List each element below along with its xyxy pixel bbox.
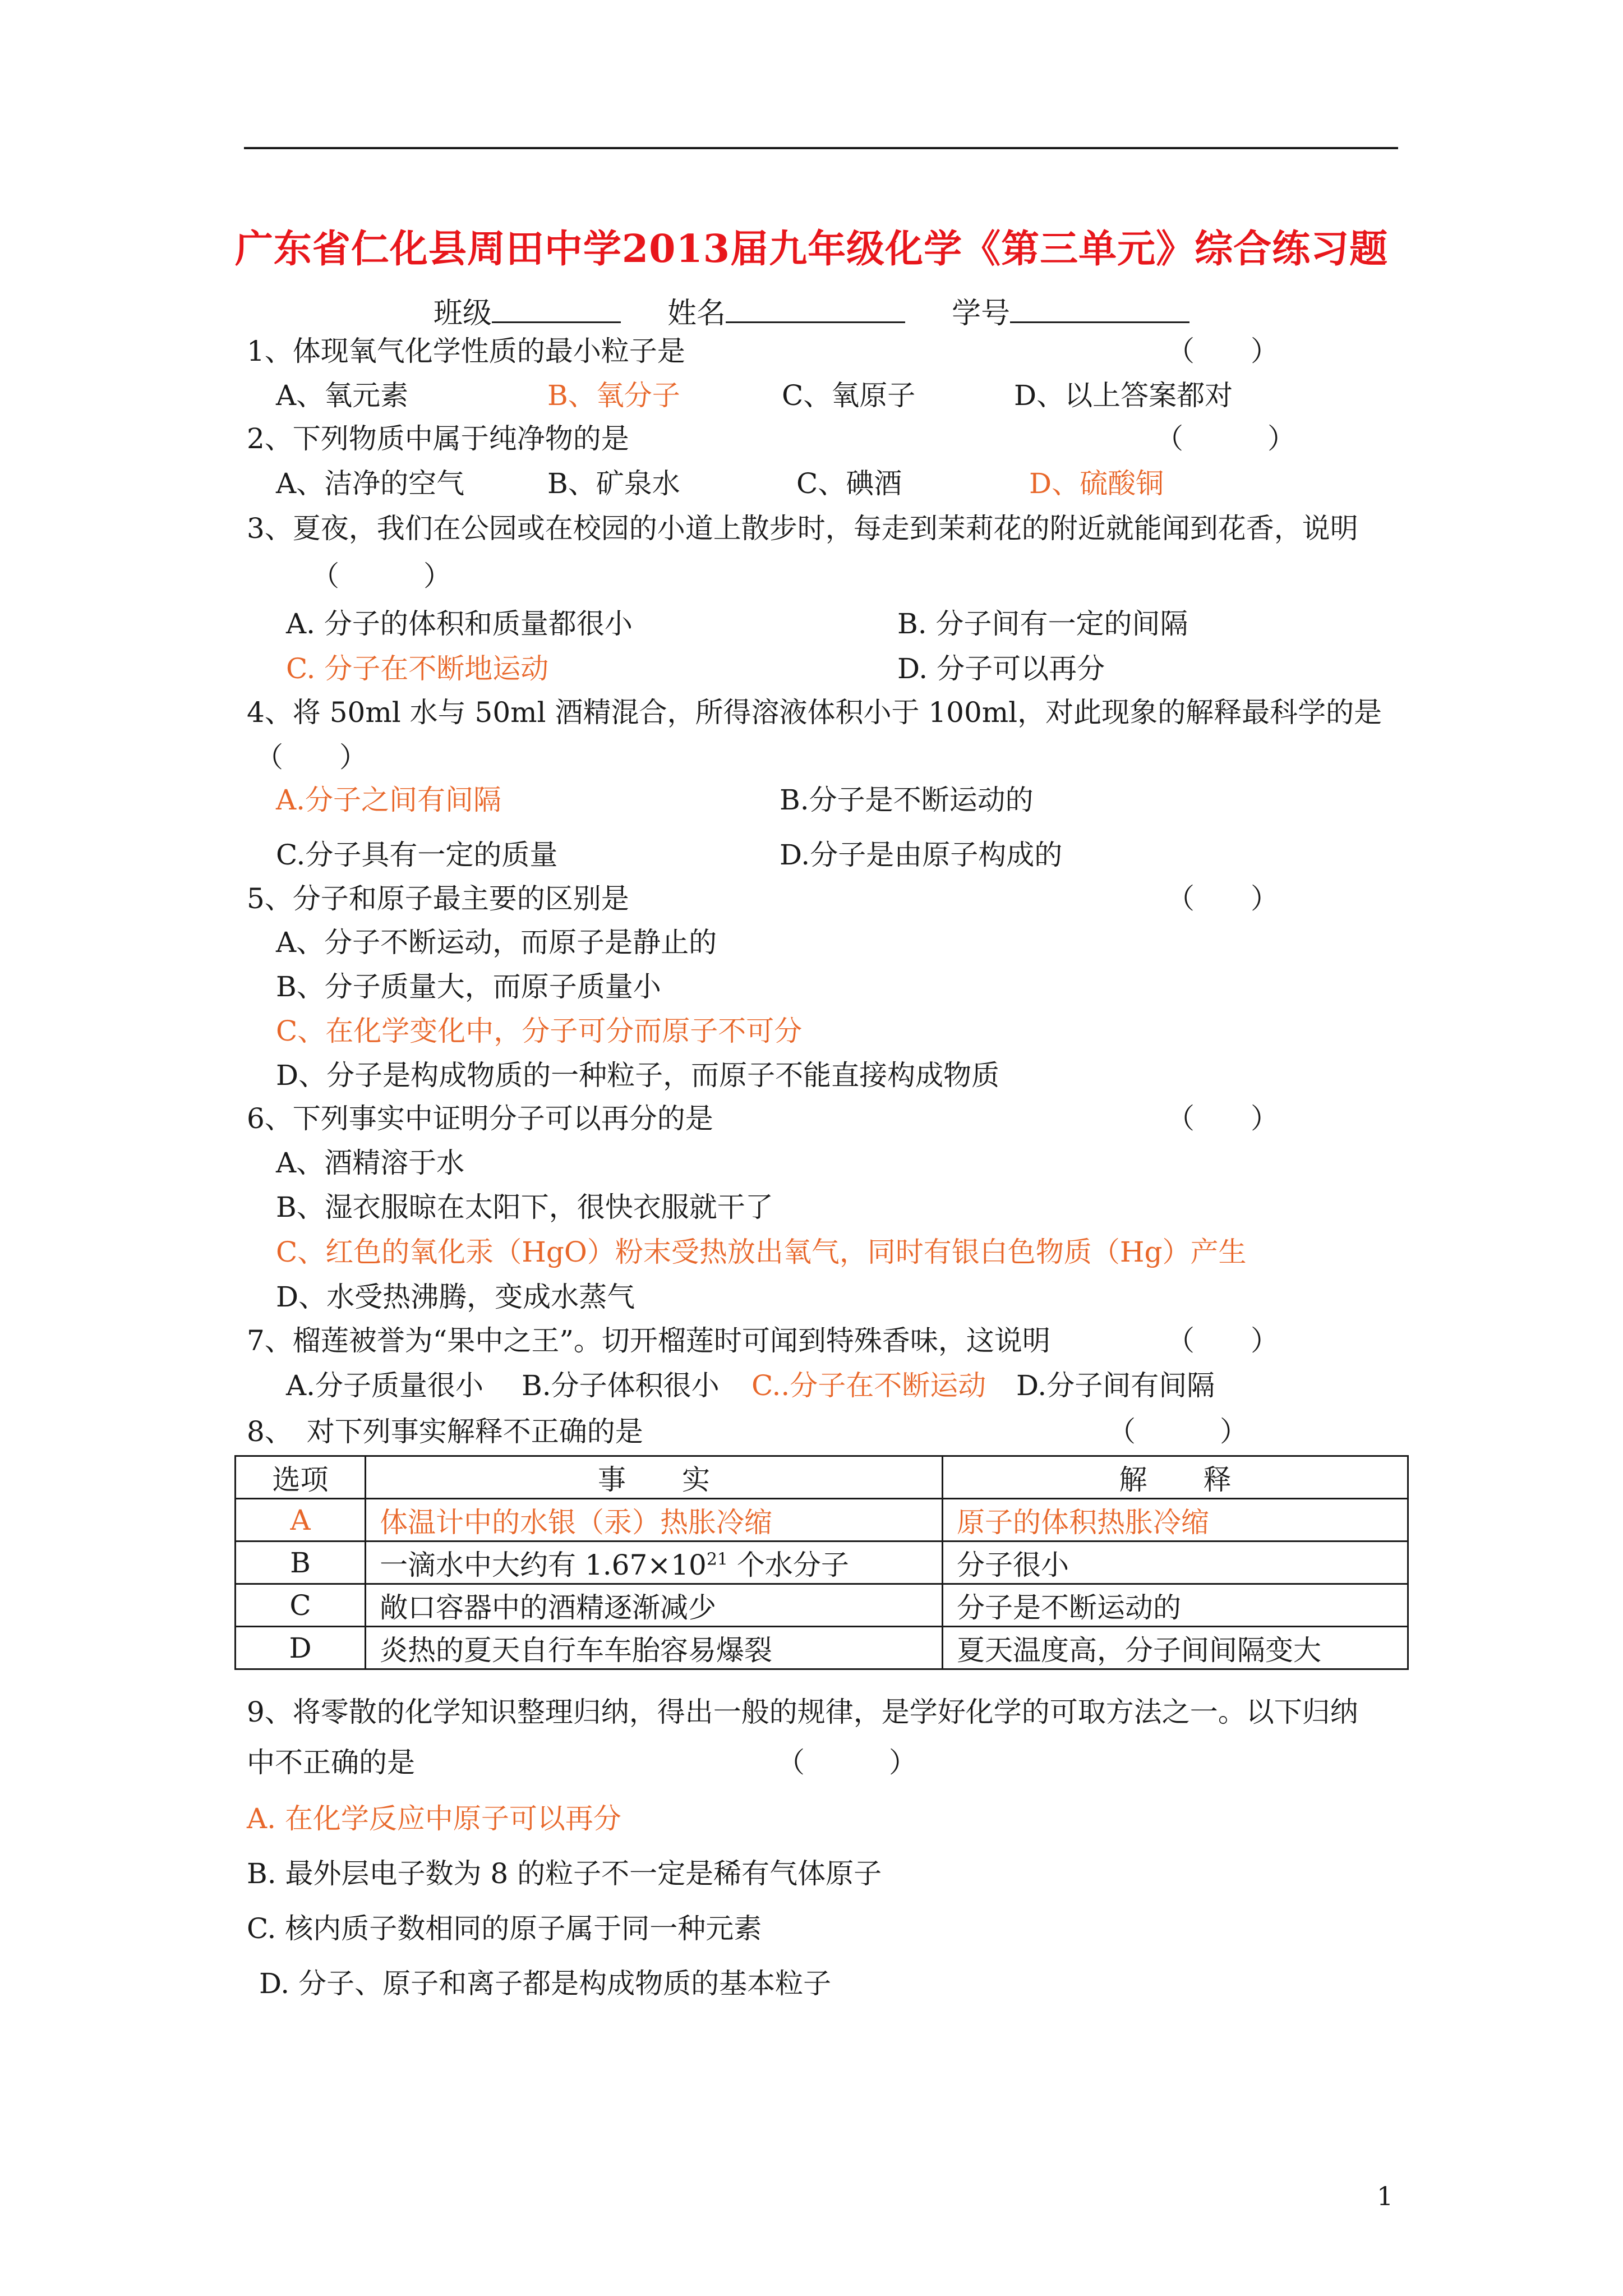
q9-stem-line2: 中不正确的是 bbox=[247, 1746, 415, 1779]
q5-answer-paren: （ ） bbox=[1166, 882, 1279, 915]
row-fact bbox=[366, 1542, 943, 1584]
q4-option-d: D.分子是由原子构成的 bbox=[780, 839, 1063, 871]
q2-option-a: A、洁净的空气 bbox=[276, 467, 465, 500]
q5-option-a: A、分子不断运动，而原子是静止的 bbox=[276, 926, 717, 959]
row-explanation: 分子很小 bbox=[943, 1542, 1408, 1584]
name-blank[interactable] bbox=[726, 299, 905, 323]
table-row bbox=[236, 1542, 1408, 1584]
q9-option-b: B. 最外层电子数为 8 的粒子不一定是稀有气体原子 bbox=[247, 1857, 882, 1890]
q9-answer-paren: （ ） bbox=[777, 1746, 917, 1779]
document-title: 广东省仁化县周田中学2013届九年级化学《第三单元》综合练习题 bbox=[234, 227, 1389, 272]
q8-stem: 8、 对下列事实解释不正确的是 bbox=[247, 1415, 643, 1448]
row-option: D bbox=[236, 1627, 366, 1669]
q4-option-c: C.分子具有一定的质量 bbox=[276, 839, 558, 871]
q2-option-d: D、硫酸铜 bbox=[1029, 467, 1164, 500]
q3-answer-paren: （ ） bbox=[311, 560, 451, 592]
q6-stem: 6、下列事实中证明分子可以再分的是 bbox=[247, 1102, 713, 1135]
row-option: C bbox=[236, 1584, 366, 1627]
student-info-row bbox=[0, 289, 1623, 332]
q4-answer-paren: （ ） bbox=[255, 741, 367, 774]
q1-answer-paren: （ ） bbox=[1166, 335, 1279, 367]
row-explanation: 分子是不断运动的 bbox=[943, 1584, 1408, 1627]
row-explanation: 原子的体积热胀冷缩 bbox=[943, 1499, 1408, 1542]
q4-option-a: A.分子之间有间隔 bbox=[276, 784, 502, 816]
class-blank[interactable] bbox=[492, 299, 621, 323]
q6-option-c: C、红色的氧化汞（HgO）粉末受热放出氧气，同时有银白色物质（Hg）产生 bbox=[276, 1236, 1247, 1268]
q4-stem: 4、将 50ml 水与 50ml 酒精混合，所得溶液体积小于 100ml，对此现象的解释最科学的是 bbox=[247, 696, 1382, 729]
class-label: 班级 bbox=[433, 297, 492, 330]
row-fact: 敞口容器中的酒精逐渐减少 bbox=[366, 1584, 943, 1627]
row-fact: 体温计中的水银（汞）热胀冷缩 bbox=[366, 1499, 943, 1542]
q7-option-a: A.分子质量很小 bbox=[286, 1369, 484, 1402]
q8-facts-table bbox=[234, 1455, 1409, 1670]
q9-option-c: C. 核内质子数相同的原子属于同一种元素 bbox=[247, 1912, 762, 1945]
id-label: 学号 bbox=[952, 297, 1011, 330]
q3-stem: 3、夏夜，我们在公园或在校园的小道上散步时，每走到茉莉花的附近就能闻到花香，说明 bbox=[247, 512, 1358, 545]
q6-option-b: B、湿衣服晾在太阳下，很快衣服就干了 bbox=[276, 1191, 773, 1223]
q5-option-b: B、分子质量大，而原子质量小 bbox=[276, 970, 661, 1003]
q1-stem: 1、体现氧气化学性质的最小粒子是 bbox=[247, 335, 685, 367]
row-fact-pre: 一滴水中大约有 1.67×10 bbox=[380, 1548, 707, 1581]
header-rule bbox=[244, 147, 1398, 149]
q8-answer-paren: （ ） bbox=[1108, 1415, 1248, 1448]
row-fact: 炎热的夏天自行车车胎容易爆裂 bbox=[366, 1627, 943, 1669]
q5-option-c: C、在化学变化中，分子可分而原子不可分 bbox=[276, 1015, 803, 1047]
q2-option-c: C、碘酒 bbox=[796, 467, 902, 500]
q3-option-b: B. 分子间有一定的间隔 bbox=[897, 608, 1188, 640]
name-label: 姓名 bbox=[667, 297, 726, 330]
table-row bbox=[236, 1584, 1408, 1627]
table-row bbox=[236, 1499, 1408, 1542]
q6-option-a: A、酒精溶于水 bbox=[276, 1147, 465, 1179]
table-header-fact: 事 实 bbox=[366, 1456, 943, 1499]
q5-stem: 5、分子和原子最主要的区别是 bbox=[247, 882, 629, 915]
table-header-option: 选项 bbox=[236, 1456, 366, 1499]
q2-option-b: B、矿泉水 bbox=[547, 467, 680, 500]
id-blank[interactable] bbox=[1010, 299, 1189, 323]
q6-option-d: D、水受热沸腾，变成水蒸气 bbox=[276, 1281, 635, 1313]
q1-option-d: D、以上答案都对 bbox=[1014, 379, 1233, 412]
q9-option-d: D. 分子、原子和离子都是构成物质的基本粒子 bbox=[259, 1967, 832, 2000]
row-option: A bbox=[236, 1499, 366, 1542]
q2-stem: 2、下列物质中属于纯净物的是 bbox=[247, 422, 629, 455]
q1-option-a: A、氧元素 bbox=[276, 379, 409, 412]
q7-option-d: D.分子间有间隔 bbox=[1016, 1369, 1215, 1402]
q1-option-b: B、氧分子 bbox=[547, 379, 680, 412]
q7-option-c: C..分子在不断运动 bbox=[751, 1369, 986, 1402]
q9-option-a: A. 在化学反应中原子可以再分 bbox=[247, 1802, 621, 1835]
q6-answer-paren: （ ） bbox=[1166, 1102, 1279, 1135]
row-fact-post: 个水分子 bbox=[728, 1548, 849, 1581]
q5-option-d: D、分子是构成物质的一种粒子，而原子不能直接构成物质 bbox=[276, 1059, 1000, 1092]
row-option: B bbox=[236, 1542, 366, 1584]
q2-answer-paren: （ ） bbox=[1155, 422, 1295, 455]
q3-option-d: D. 分子可以再分 bbox=[897, 652, 1105, 685]
q7-option-b: B.分子体积很小 bbox=[522, 1369, 720, 1402]
table-row bbox=[236, 1627, 1408, 1669]
q7-answer-paren: （ ） bbox=[1166, 1324, 1279, 1357]
row-fact-exponent: 21 bbox=[706, 1549, 728, 1569]
page-number: 1 bbox=[1377, 2181, 1394, 2211]
q1-option-c: C、氧原子 bbox=[782, 379, 916, 412]
q3-option-c: C. 分子在不断地运动 bbox=[286, 652, 549, 685]
q3-option-a: A. 分子的体积和质量都很小 bbox=[286, 608, 633, 640]
row-explanation: 夏天温度高，分子间间隔变大 bbox=[943, 1627, 1408, 1669]
table-header-explanation: 解 释 bbox=[943, 1456, 1408, 1499]
table-header-row bbox=[236, 1456, 1408, 1499]
q7-stem: 7、榴莲被誉为“果中之王”。切开榴莲时可闻到特殊香味，这说明 bbox=[247, 1324, 1050, 1357]
q4-option-b: B.分子是不断运动的 bbox=[780, 784, 1034, 816]
q9-stem-line1: 9、将零散的化学知识整理归纳，得出一般的规律，是学好化学的可取方法之一。以下归纳 bbox=[247, 1696, 1358, 1728]
